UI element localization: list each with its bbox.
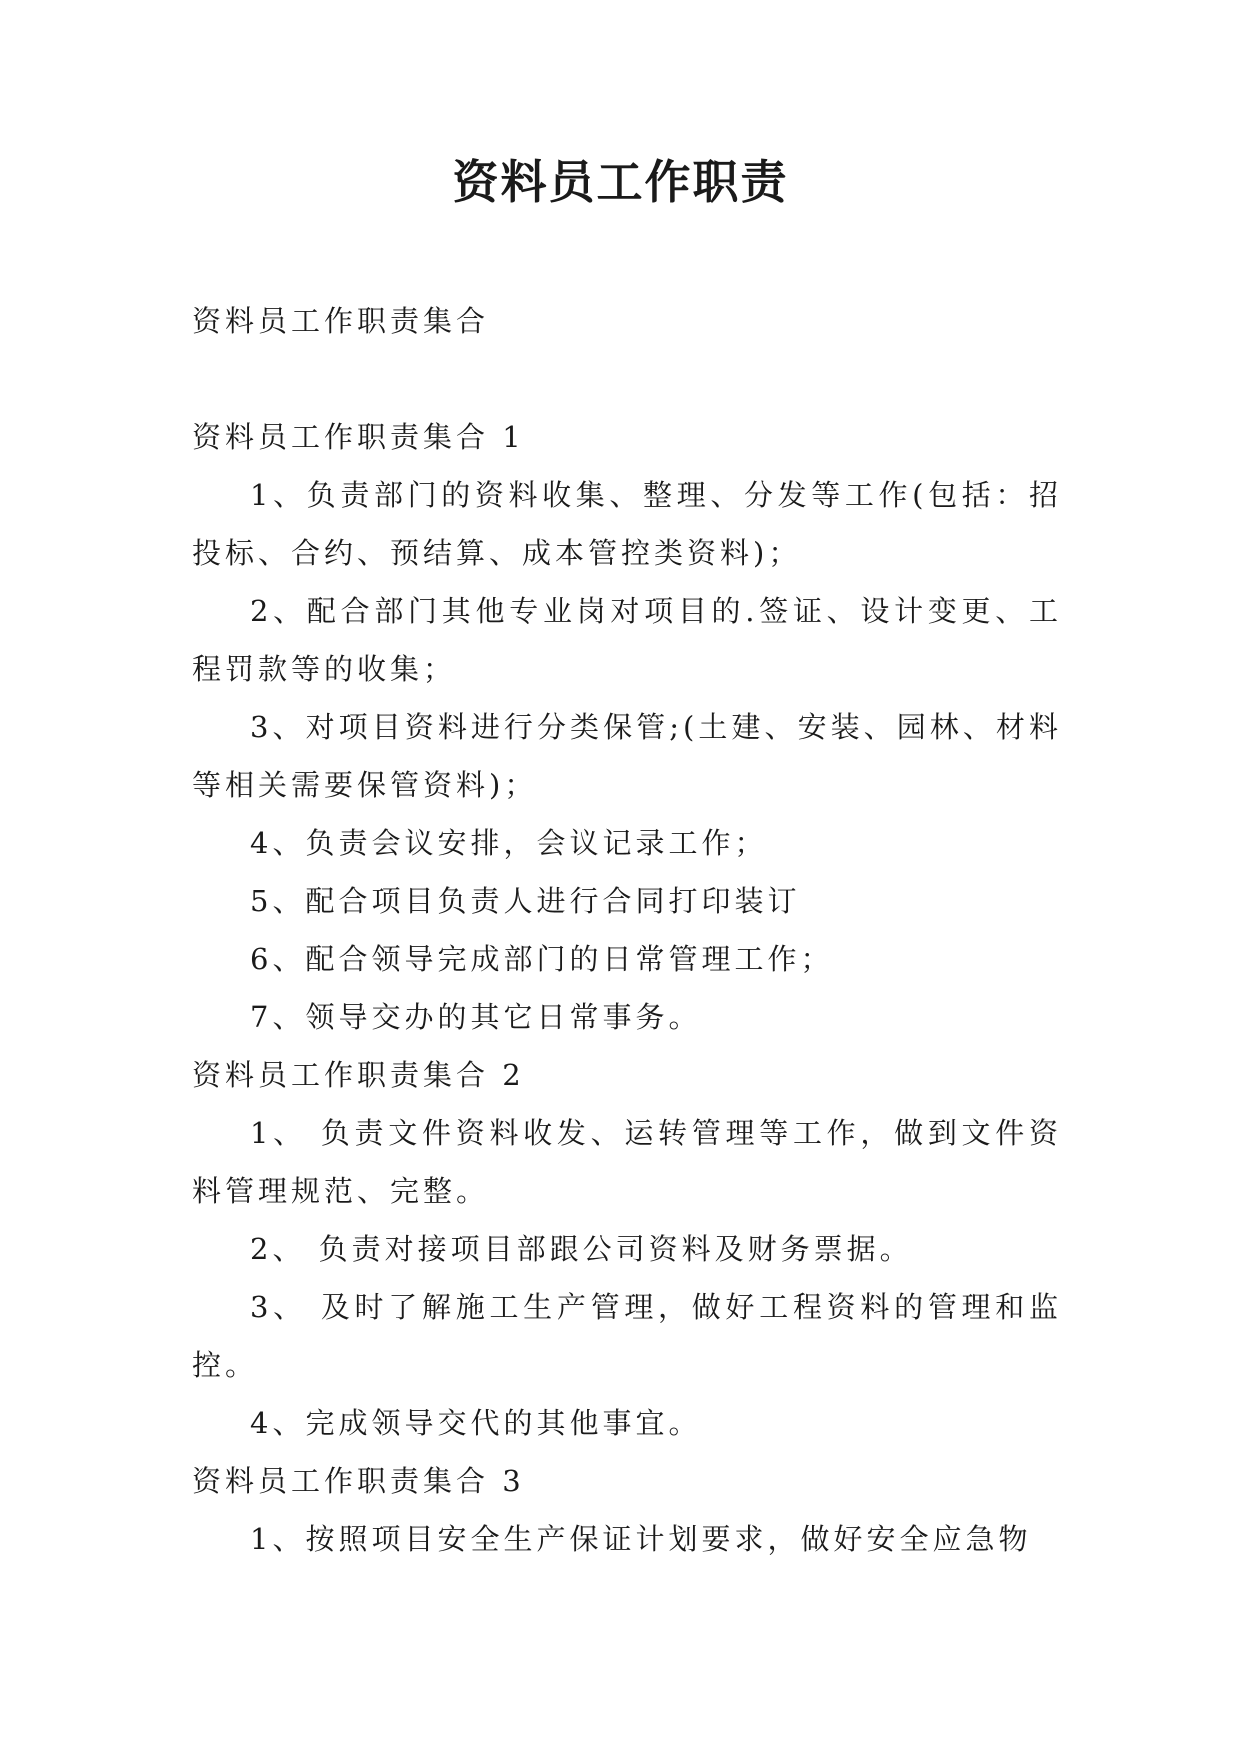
list-item: 2、 负责对接项目部跟公司资料及财务票据。 xyxy=(250,1232,913,1266)
section-heading: 资料员工作职责集合 3 xyxy=(192,1464,525,1498)
list-item: 1、 负责文件资料收发、运转管理等工作，做到文件资料管理规范、完整。 xyxy=(192,1116,1062,1208)
list-item: 5、配合项目负责人进行合同打印装订 xyxy=(250,884,801,918)
section-heading: 资料员工作职责集合 2 xyxy=(192,1058,525,1092)
list-item: 3、对项目资料进行分类保管;(土建、安装、园林、材料等相关需要保管资料)； xyxy=(192,710,1062,802)
list-item: 4、负责会议安排，会议记录工作； xyxy=(250,826,768,860)
list-item: 3、 及时了解施工生产管理，做好工程资料的管理和监控。 xyxy=(192,1290,1062,1382)
list-item: 4、完成领导交代的其他事宜。 xyxy=(250,1406,702,1440)
list-item: 2、配合部门其他专业岗对项目的.签证、设计变更、工程罚款等的收集； xyxy=(192,594,1062,686)
list-item: 1、负责部门的资料收集、整理、分发等工作(包括：招投标、合约、预结算、成本管控类资料)； xyxy=(192,478,1062,570)
section-2 xyxy=(192,1046,1062,1452)
section-1 xyxy=(192,408,1062,1046)
section-heading: 资料员工作职责集合 1 xyxy=(192,420,525,454)
document-subtitle: 资料员工作职责集合 xyxy=(192,304,490,338)
document-body xyxy=(192,292,1062,1568)
document-title: 资料员工作职责 xyxy=(452,155,789,209)
list-item: 6、配合领导完成部门的日常管理工作； xyxy=(250,942,834,976)
list-item: 7、领导交办的其它日常事务。 xyxy=(250,1000,702,1034)
list-item: 1、按照项目安全生产保证计划要求，做好安全应急物 xyxy=(250,1522,1032,1556)
section-3 xyxy=(192,1452,1062,1568)
